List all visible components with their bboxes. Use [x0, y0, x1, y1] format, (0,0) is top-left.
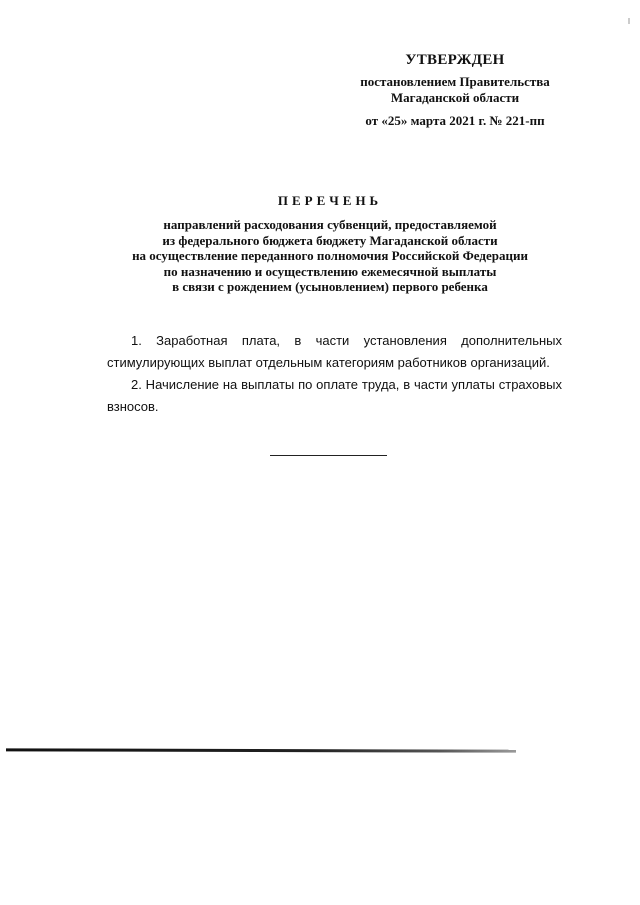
items-list: [107, 330, 562, 418]
list-item: 1. Заработная плата, в части установления дополнительных стимулирующих выплат отдельным категориям работников организаций.: [107, 333, 562, 370]
approval-line-1: постановлением Правительства: [360, 74, 550, 89]
document-subtitle-line: в связи с рождением (усыновлением) первого ребенка: [172, 279, 488, 294]
document-subtitle-line: из федерального бюджета бюджету Магаданской области: [162, 232, 498, 248]
document-heading: [80, 192, 580, 295]
approval-date: от «25» марта 2021 г. № 221-пп: [365, 113, 545, 128]
document-title: ПЕРЕЧЕНЬ: [277, 193, 383, 208]
document-subtitle-line: по назначению и осуществлению ежемесячной выплаты: [163, 263, 497, 279]
list-item: 2. Начисление на выплаты по оплате труда, в части уплаты страховых взносов.: [107, 377, 562, 414]
page-edge-line: [6, 748, 516, 752]
document-subtitle-line: направлений расходования субвенций, предоставляемой: [163, 217, 497, 232]
approval-stamp: [330, 50, 580, 129]
scan-artifact: [628, 18, 630, 24]
approved-heading: УТВЕРЖДЕН: [405, 52, 505, 68]
approval-line-2: Магаданской области: [390, 90, 520, 105]
document-subtitle-line: на осуществление переданного полномочия Российской Федерации: [132, 248, 528, 263]
closing-separator: [270, 455, 387, 456]
